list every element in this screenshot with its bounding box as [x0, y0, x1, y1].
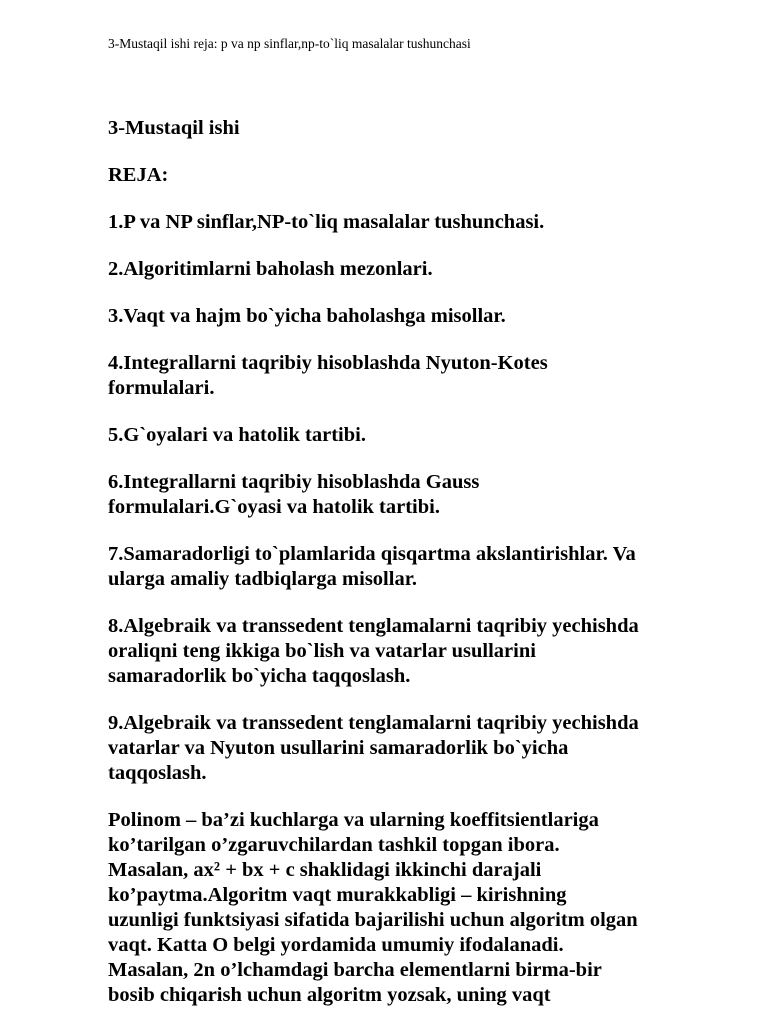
- plan-item-8: 8.Algebraik va transsedent tenglamalarni taqribiy yechishda oraliqni teng ikkiga bo`lish va vatarlar usullarini samaradorlik bo`yicha taqqoslash.: [108, 615, 639, 687]
- plan-item-1: 1.P va NP sinflar,NP-to`liq masalalar tushunchasi.: [108, 211, 545, 233]
- body-paragraph: Polinom – ba’zi kuchlarga va ularning koeffitsientlariga ko’tarilgan o’zgaruvchilardan tashkil topgan ibora. Masalan, ax² + bx + c shaklidagi ikkinchi darajali ko’paytma.Algoritm vaqt murakkabligi – kirishning uzunligi funktsiyasi sifatida bajarilishi uchun algoritm olgan vaqt. Katta O belgi yordamida umumiy ifodalanadi. Masalan, 2n o’lchamdagi barcha elementlarni birma-bir bosib chiqarish uchun algoritm yozsak, uning vaqt: [108, 809, 638, 1006]
- plan-heading: REJA:: [108, 164, 169, 186]
- document-title: 3-Mustaqil ishi: [108, 117, 240, 139]
- plan-item-6: 6.Integrallarni taqribiy hisoblashda Gauss formulalari.G`oyasi va hatolik tartibi.: [108, 471, 480, 518]
- plan-item-5: 5.G`oyalari va hatolik tartibi.: [108, 424, 366, 446]
- plan-item-9: 9.Algebraik va transsedent tenglamalarni taqribiy yechishda vatarlar va Nyuton usullarini samaradorlik bo`yicha taqqoslash.: [108, 712, 639, 784]
- plan-item-4: 4.Integrallarni taqribiy hisoblashda Nyuton-Kotes formulalari.: [108, 352, 548, 399]
- page-header: 3-Mustaqil ishi reja: p va np sinflar,np-to`liq masalalar tushunchasi: [108, 36, 471, 51]
- document-body: [108, 116, 748, 1030]
- plan-item-2: 2.Algoritimlarni baholash mezonlari.: [108, 258, 433, 280]
- plan-item-7: 7.Samaradorligi to`plamlarida qisqartma akslantirishlar. Va ularga amaliy tadbiqlarga misollar.: [108, 543, 636, 590]
- plan-item-3: 3.Vaqt va hajm bo`yicha baholashga misollar.: [108, 305, 506, 327]
